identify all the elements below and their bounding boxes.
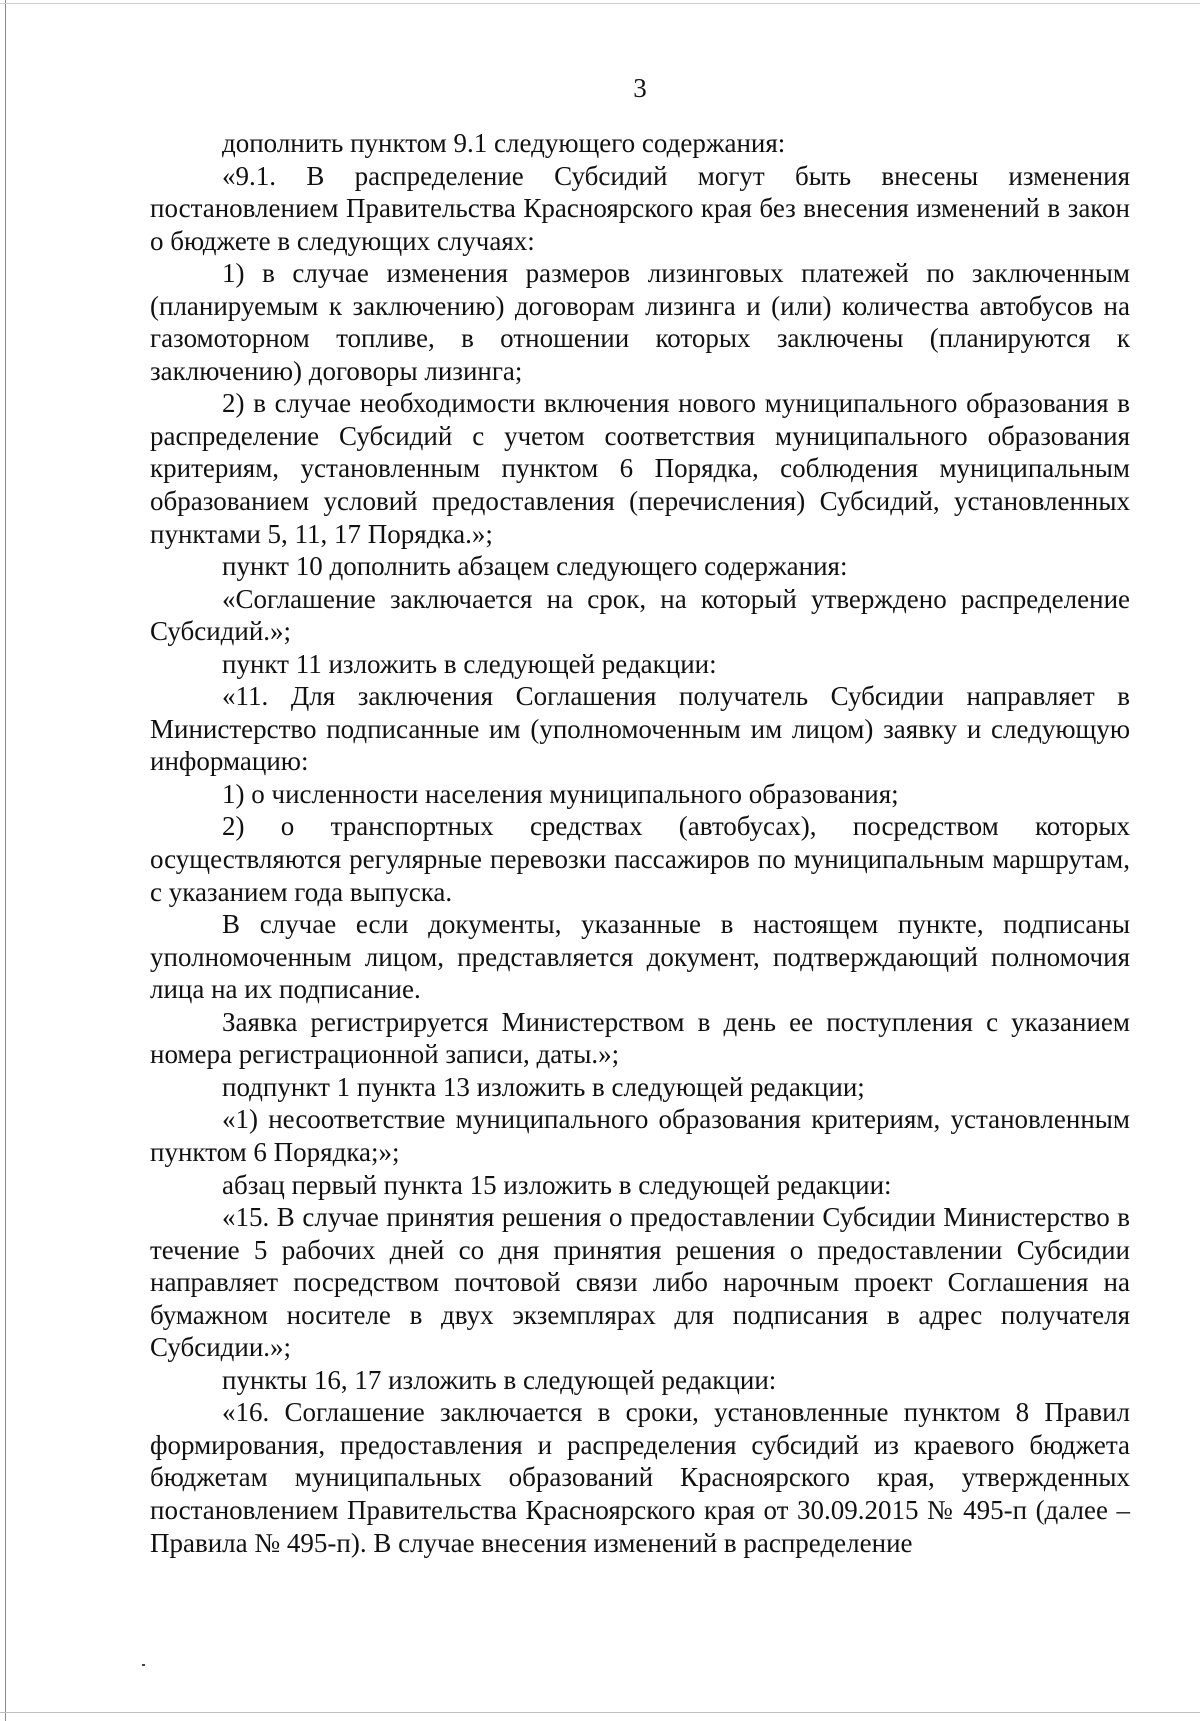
- paragraph-amend-10: пункт 10 дополнить абзацем следующего содержания:: [222, 551, 848, 582]
- paragraph-amend-16-17: пункты 16, 17 изложить в следующей редакции:: [222, 1364, 777, 1395]
- paragraph-amend-11: пункт 11 изложить в следующей редакции:: [222, 648, 717, 679]
- paragraph-9-1-case-1: 1) в случае изменения размеров лизинговых платежей по заключенным (планируемым к заключению) договорам лизинга и (или) количества автобусов на газомоторном топливе, в отношении которых заключены (планируются к заключению) договоры лизинга;: [150, 258, 1130, 386]
- paragraph-11-authorized: В случае если документы, указанные в настоящем пункте, подписаны уполномоченным лицом, представляется документ, подтверждающий полномочия лица на их подписание.: [150, 909, 1130, 1005]
- paragraph-15: «15. В случае принятия решения о предоставлении Субсидии Министерство в течение 5 рабочих дней со дня принятия решения о предоставлении Субсидии направляет посредством почтовой связи либо нарочным проект Соглашения на бумажном носителе в двух экземплярах для подписания в адрес получателя Субсидии.»;: [150, 1202, 1130, 1363]
- scan-left-edge: [5, 0, 6, 1721]
- scan-bottom-edge: [0, 1712, 1200, 1713]
- paragraph-9-1: «9.1. В распределение Субсидий могут быть внесены изменения постановлением Правительства Красноярского края без внесения изменений в закон о бюджете в следующих случаях:: [150, 160, 1130, 256]
- paragraph-11-registration: Заявка регистрируется Министерством в день ее поступления с указанием номера регистрационной записи, даты.»;: [150, 1006, 1130, 1070]
- paragraph-amend-13: подпункт 1 пункта 13 изложить в следующей редакции;: [222, 1071, 865, 1102]
- paragraph-16: «16. Соглашение заключается в сроки, установленные пунктом 8 Правил формирования, предоставления и распределения субсидий из краевого бюджета бюджетам муниципальных образований Красноярского края, утвержденных постановлением Правительства Красноярского края от 30.09.2015 № 495-п (далее – Правила № 495-п). В случае внесения изменений в распределение: [150, 1397, 1130, 1558]
- scan-top-edge: [0, 3, 1200, 4]
- paragraph-9-1-case-2: 2) в случае необходимости включения нового муниципального образования в распределение Субсидий с учетом соответствия муниципального образования критериям, установленным пунктом 6 Порядка, соблюдения муниципальным образованием условий предоставления (перечисления) Субсидий, установленных пунктами 5, 11, 17 Порядка.»;: [150, 388, 1130, 549]
- paragraph-amend-15: абзац первый пункта 15 изложить в следующей редакции:: [222, 1169, 892, 1200]
- paragraph-amend-9-1: дополнить пунктом 9.1 следующего содержания:: [222, 128, 786, 158]
- document-body: [150, 127, 1130, 1559]
- paragraph-11-item-2: 2) о транспортных средствах (автобусах), посредством которых осуществляются регулярные перевозки пассажиров по муниципальным маршрутам, с указанием года выпуска.: [150, 811, 1130, 907]
- paragraph-10-addition: «Соглашение заключается на срок, на который утверждено распределение Субсидий.»;: [150, 583, 1130, 647]
- paragraph-13-1: «1) несоответствие муниципального образования критериям, установленным пунктом 6 Порядка;»;: [150, 1104, 1130, 1167]
- scan-speck: [142, 1664, 145, 1666]
- paragraph-11: «11. Для заключения Соглашения получатель Субсидии направляет в Министерство подписанные им (уполномоченным им лицом) заявку и следующую информацию:: [150, 681, 1130, 777]
- page-number: 3: [633, 73, 647, 103]
- paragraph-11-item-1: 1) о численности населения муниципального образования;: [222, 778, 899, 809]
